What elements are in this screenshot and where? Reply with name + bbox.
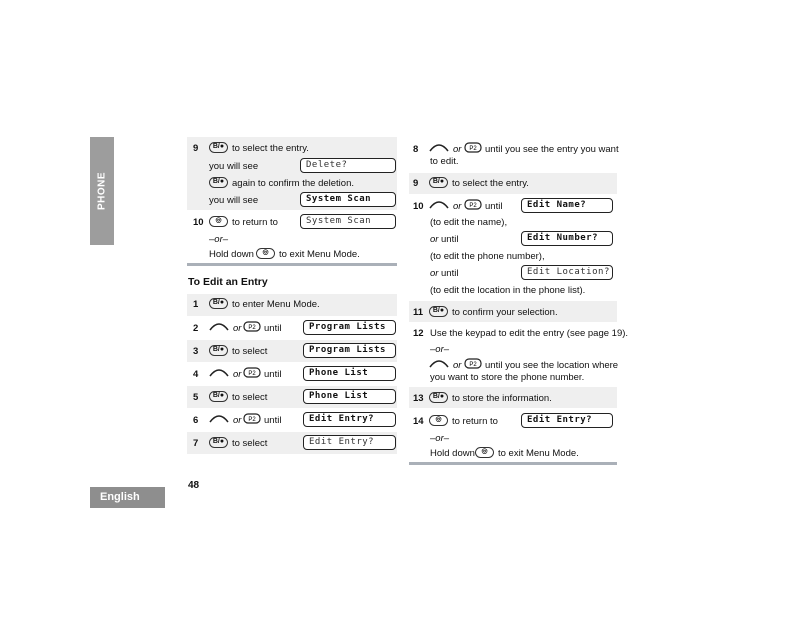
menu-select-key-icon: B/● <box>209 298 228 309</box>
display-readout: Program Lists <box>303 343 396 358</box>
right-column <box>409 137 629 467</box>
up-arrow-key-icon <box>429 142 449 152</box>
step-number: 4 <box>193 369 199 380</box>
step-number: 11 <box>413 307 424 318</box>
display-readout: Phone List <box>303 366 396 381</box>
step-text: to exit Menu Mode. <box>498 448 579 459</box>
section-heading: To Edit an Entry <box>188 276 268 288</box>
step-text: until <box>264 415 282 426</box>
step-text: to confirm your selection. <box>452 307 558 318</box>
menu-select-key-icon: B/● <box>429 306 448 317</box>
step-text: to select <box>232 392 268 403</box>
step-text: again to confirm the deletion. <box>232 178 354 189</box>
step-number: 3 <box>193 346 199 357</box>
up-arrow-key-icon <box>209 321 229 331</box>
display-readout: Edit Entry? <box>303 435 396 450</box>
step-text: (to edit the phone number), <box>430 251 545 262</box>
display-readout: Edit Number? <box>521 231 613 246</box>
section-tab-label: PHONE <box>96 171 108 211</box>
step-text: (to edit the location in the phone list). <box>430 285 586 296</box>
step-number: 5 <box>193 392 199 403</box>
step-number: 12 <box>413 328 424 339</box>
svg-text:P2: P2 <box>248 417 256 423</box>
step-text: until <box>264 369 282 380</box>
exit-key-icon: ◎ <box>429 415 448 426</box>
page-number: 48 <box>188 480 200 491</box>
exit-key-icon: ◎ <box>256 248 275 259</box>
step-text: until <box>441 234 459 245</box>
ptt-key-icon <box>243 321 261 332</box>
up-arrow-key-icon <box>429 199 449 209</box>
step-text: to select the entry. <box>232 143 309 154</box>
step-text: to select <box>232 346 268 357</box>
step-number: 10 <box>413 201 424 212</box>
menu-select-key-icon: B/● <box>209 391 228 402</box>
display-readout: Edit Entry? <box>303 412 396 427</box>
step-number: 7 <box>193 438 199 449</box>
step-number: 13 <box>413 393 424 404</box>
display-readout: Program Lists <box>303 320 396 335</box>
section-tab <box>90 137 114 245</box>
or-label: or <box>233 369 242 380</box>
step-number: 1 <box>193 299 199 310</box>
ptt-key-icon <box>243 413 261 424</box>
step-text: (to edit the name), <box>430 217 508 228</box>
or-label: or <box>430 268 439 279</box>
step-number: 2 <box>193 323 199 334</box>
menu-select-key-icon: B/● <box>429 392 448 403</box>
step-number: 9 <box>193 143 199 154</box>
display-readout: Phone List <box>303 389 396 404</box>
up-arrow-key-icon <box>209 413 229 423</box>
step-number: 14 <box>413 416 424 427</box>
step-text: Hold down <box>430 448 475 459</box>
section-rule <box>409 462 617 465</box>
or-label: or <box>453 201 462 212</box>
up-arrow-key-icon <box>429 358 449 368</box>
alternative-label: –or– <box>430 344 450 355</box>
display-readout: System Scan <box>300 214 396 229</box>
ptt-key-icon <box>464 358 482 369</box>
svg-text:P2: P2 <box>469 146 477 152</box>
or-label: or <box>430 234 439 245</box>
step-text: to exit Menu Mode. <box>279 249 360 260</box>
menu-select-key-icon: B/● <box>209 177 228 188</box>
svg-text:P2: P2 <box>469 203 477 209</box>
display-readout: System Scan <box>300 192 396 207</box>
exit-key-icon: ◎ <box>209 216 228 227</box>
step-text: Hold down <box>209 249 254 260</box>
svg-text:P2: P2 <box>469 362 477 368</box>
step-text: until <box>441 268 459 279</box>
section-rule <box>187 263 397 266</box>
step-text: to edit. <box>430 156 459 167</box>
display-readout: Edit Name? <box>521 198 613 213</box>
display-readout: Delete? <box>300 158 396 173</box>
menu-select-key-icon: B/● <box>209 142 228 153</box>
step-number: 10 <box>193 217 204 228</box>
or-label: or <box>233 415 242 426</box>
step-text: until <box>264 323 282 334</box>
or-label: or <box>453 360 462 371</box>
step-number: 8 <box>413 144 419 155</box>
step-text: to select <box>232 438 268 449</box>
step-number: 6 <box>193 415 199 426</box>
step-text: you will see <box>209 195 259 206</box>
svg-text:P2: P2 <box>248 371 256 377</box>
alternative-label: –or– <box>430 433 450 444</box>
language-tab: English <box>90 487 165 508</box>
step-text: Use the keypad to edit the entry (see page 19). <box>430 328 629 339</box>
display-readout: Edit Entry? <box>521 413 613 428</box>
menu-select-key-icon: B/● <box>209 345 228 356</box>
step-text: until <box>485 201 503 212</box>
step-text: to store the information. <box>452 393 552 404</box>
step-text: to return to <box>452 416 498 427</box>
display-readout: Edit Location? <box>521 265 613 280</box>
step-text: to return to <box>232 217 278 228</box>
exit-key-icon: ◎ <box>475 447 494 458</box>
ptt-key-icon <box>243 367 261 378</box>
step-text: you want to store the phone number. <box>430 372 585 383</box>
ptt-key-icon <box>464 142 482 153</box>
up-arrow-key-icon <box>209 367 229 377</box>
step-text: you will see <box>209 161 259 172</box>
alternative-label: –or– <box>209 234 229 245</box>
menu-select-key-icon: B/● <box>209 437 228 448</box>
or-label: or <box>453 144 462 155</box>
menu-select-key-icon: B/● <box>429 177 448 188</box>
or-label: or <box>233 323 242 334</box>
step-text: to select the entry. <box>452 178 529 189</box>
left-column <box>187 137 397 467</box>
step-text: until you see the entry you want <box>485 144 619 155</box>
svg-text:P2: P2 <box>248 325 256 331</box>
ptt-key-icon <box>464 199 482 210</box>
step-text: until you see the location where <box>485 360 619 371</box>
step-number: 9 <box>413 178 419 189</box>
step-text: to enter Menu Mode. <box>232 299 320 310</box>
